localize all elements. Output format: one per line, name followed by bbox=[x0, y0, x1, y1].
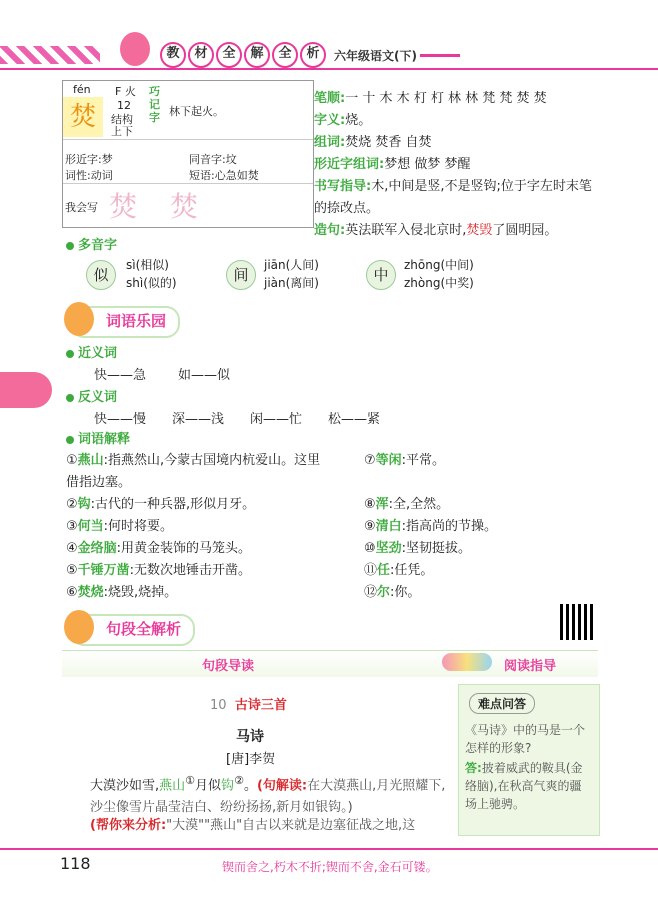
explain-item: ⑧浑:全,全然。 bbox=[364, 497, 450, 512]
char-notes bbox=[314, 88, 604, 242]
footer-motto: 锲而舍之,朽木不折;锲而不舍,金石可镂。 bbox=[222, 860, 438, 874]
antonym-title: 反义词 bbox=[66, 386, 117, 405]
synonym-item: 快——急 bbox=[94, 368, 147, 383]
char-strokes: 12 bbox=[117, 99, 131, 112]
header-title: 教 材 全 解 全 析 bbox=[160, 42, 328, 68]
explain-item: ⑨清白:指高尚的节操。 bbox=[364, 519, 498, 534]
explain-item: ⑦等闲:平常。 bbox=[364, 453, 446, 468]
explain-left-list bbox=[66, 450, 326, 604]
side-tab bbox=[0, 372, 52, 408]
explain-item: ③何当:何时将要。 bbox=[66, 519, 174, 534]
antonym-item: 快——慢 bbox=[94, 412, 147, 427]
polyphone-readings: jiān(人间) jiàn(离间) bbox=[264, 258, 319, 290]
polyphone-list bbox=[86, 256, 606, 296]
header-subtitle: 六年级语文(下) bbox=[334, 49, 417, 63]
guide-bar bbox=[62, 650, 598, 677]
antonym-list bbox=[94, 408, 554, 427]
guide-left-label: 句段导读 bbox=[202, 659, 255, 674]
polyphone-char: 中 bbox=[366, 260, 396, 290]
note-meaning: 字义:烧。 bbox=[314, 113, 372, 128]
guide-right-label: 阅读指导 bbox=[504, 659, 557, 674]
char-box: 焚 bbox=[63, 97, 103, 137]
rainbow-icon bbox=[442, 653, 492, 671]
lesson-heading: 10 古诗三首 bbox=[210, 698, 287, 713]
char-structure-value: 上下 bbox=[111, 125, 133, 138]
char-pinyin: fén bbox=[73, 83, 91, 96]
char-radical: F 火 bbox=[115, 85, 136, 98]
poem-title: 马诗 bbox=[236, 729, 264, 745]
footer-rule bbox=[0, 848, 658, 850]
note-words: 组词:焚烧 焚香 自焚 bbox=[314, 135, 432, 150]
polyphone-char: 间 bbox=[226, 260, 256, 290]
poem-author: [唐]李贺 bbox=[226, 752, 276, 767]
char-card bbox=[62, 80, 314, 228]
note-stroke-order: 笔顺:一 十 木 木 朾 朾 林 林 梵 梵 焚 焚 bbox=[314, 91, 547, 106]
note-writing: 书写指导:木,中间是竖,不是竖钩;位于字左时末笔的捺改点。 bbox=[314, 179, 592, 216]
header-rule bbox=[0, 68, 658, 70]
passage-banner: 句段全解析 bbox=[70, 614, 195, 646]
mascot-icon bbox=[120, 32, 150, 66]
pencil-icon bbox=[420, 54, 460, 57]
homophone-row: 同音字:坟 bbox=[189, 153, 237, 166]
poem-body: 大漠沙如雪,燕山①月似钩②。(句解读:在大漠燕山,月光照耀下,沙尘像雪片晶莹洁白、纷纷扬扬,新月如银钩。) bbox=[90, 774, 446, 816]
vocab-banner: 词语乐园 bbox=[70, 306, 180, 338]
synonym-item: 如——似 bbox=[178, 368, 231, 383]
synonym-list bbox=[94, 364, 394, 383]
polyphone-title: 多音字 bbox=[66, 234, 117, 253]
antonym-item: 闲——忙 bbox=[250, 412, 303, 427]
page-number: 118 bbox=[60, 854, 91, 873]
antonym-item: 深——浅 bbox=[172, 412, 225, 427]
explain-item: ⑥焚烧:烧毁,烧掉。 bbox=[66, 585, 178, 600]
synonym-title: 近义词 bbox=[66, 342, 117, 361]
qa-answer: 答:披着威武的鞍具(金络脑),在秋高气爽的疆场上驰骋。 bbox=[465, 761, 583, 811]
note-sentence: 造句:英法联军入侵北京时,焚毁了圆明园。 bbox=[314, 223, 558, 238]
antonym-item: 松——紧 bbox=[328, 412, 381, 427]
qa-title: 难点问答 bbox=[469, 693, 535, 714]
polyphone-readings: zhōng(中间) zhòng(中奖) bbox=[404, 258, 474, 290]
polyphone-char: 似 bbox=[86, 260, 116, 290]
explain-item: ⑪任:任凭。 bbox=[364, 563, 434, 578]
tip-label: 巧记字 bbox=[149, 85, 160, 124]
char-mnemonic: 林下起火。 bbox=[169, 105, 224, 118]
mascot-icon bbox=[64, 302, 94, 336]
qa-box bbox=[458, 684, 600, 836]
page-header bbox=[0, 42, 658, 68]
similar-row: 形近字:梦 bbox=[65, 153, 113, 166]
phrase-row: 短语:心急如焚 bbox=[189, 169, 259, 182]
explain-item: ②钩:古代的一种兵器,形似月牙。 bbox=[66, 497, 256, 512]
explain-item: ①燕山:指燕然山,今蒙古国境内杭爱山。这里借指边塞。 bbox=[66, 453, 321, 490]
poem-analysis: (帮你来分析:"大漠""燕山"自古以来就是边塞征战之地,这 bbox=[90, 818, 416, 833]
char-structure: 结构 bbox=[111, 113, 133, 126]
explain-right-list bbox=[364, 450, 594, 604]
qr-code[interactable] bbox=[560, 604, 596, 640]
explain-item: ④金络脑:用黄金装饰的马笼头。 bbox=[66, 541, 252, 556]
explain-item: ⑫尔:你。 bbox=[364, 585, 421, 600]
note-similar-words: 形近字组词:梦想 做梦 梦醒 bbox=[314, 157, 471, 172]
header-pattern bbox=[0, 46, 100, 64]
explain-item: ⑤千锤万凿:无数次地锤击开凿。 bbox=[66, 563, 252, 578]
practice-chars: 焚 焚 bbox=[109, 190, 210, 223]
mascot-icon bbox=[64, 610, 94, 644]
explain-title: 词语解释 bbox=[66, 428, 130, 447]
write-label: 我会写 bbox=[65, 201, 98, 214]
pos-row: 词性:动词 bbox=[65, 169, 113, 182]
qa-question: 《马诗》中的马是一个怎样的形象? bbox=[465, 723, 586, 755]
polyphone-readings: sì(相似) shì(似的) bbox=[126, 258, 177, 290]
explain-item: ⑩坚劲:坚韧挺拔。 bbox=[364, 541, 472, 556]
